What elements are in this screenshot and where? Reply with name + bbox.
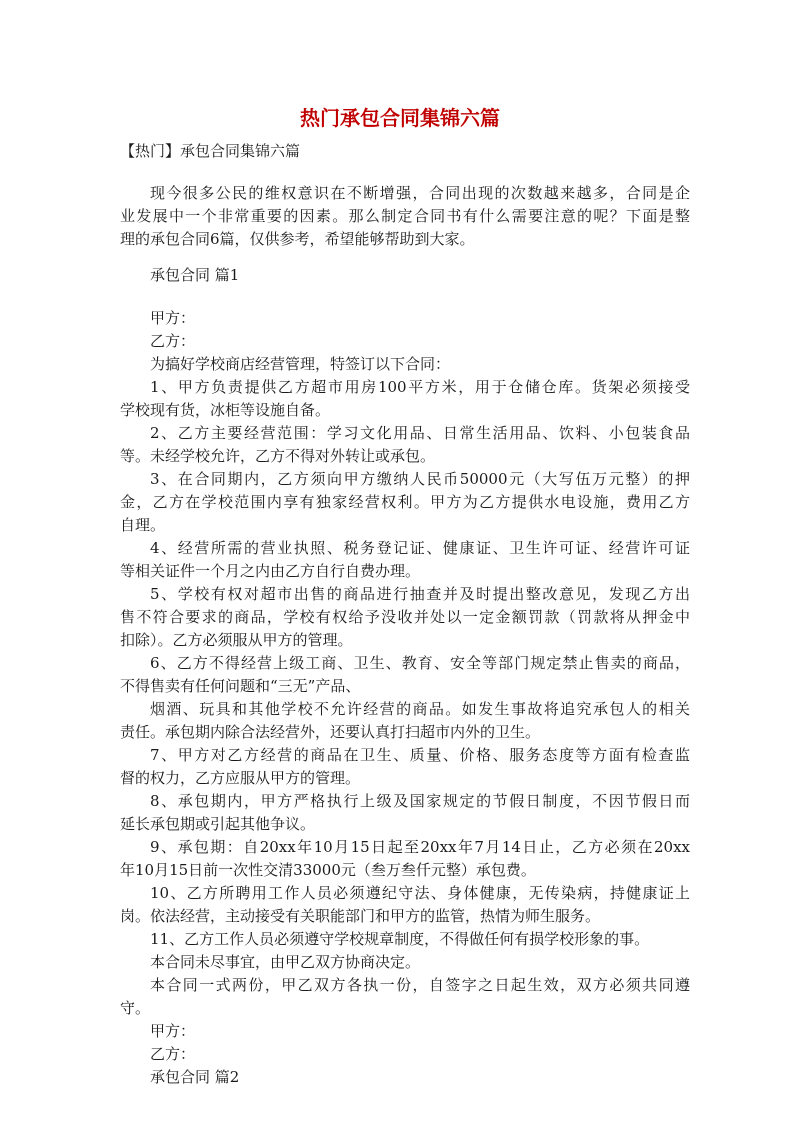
intro-line: 理的承包合同6篇，仅供参考，希望能够帮助到大家。 (120, 230, 475, 248)
clause-line: 扣除）。乙方必须服从甲方的管理。 (120, 631, 353, 649)
clause-line: 10、乙方所聘用工作人员必须遵纪守法、身体健康，无传染病，持健康证上 (150, 884, 690, 902)
clause-line: 督的权力，乙方应服从甲方的管理。 (120, 769, 361, 787)
clause-line: 11、乙方工作人员必须遵守学校规章制度，不得做任何有损学校形象的事。 (150, 930, 650, 948)
section-heading: 承包合同 篇1 (150, 266, 240, 284)
clause-line: 7、甲方对乙方经营的商品在卫生、质量、价格、服务态度等方面有检查监 (150, 746, 690, 764)
clause-line: 延长承包期或引起其他争议。 (120, 815, 316, 833)
signature-party-b: 乙方： (150, 1045, 196, 1063)
document-subtitle: 【热门】承包合同集锦六篇 (120, 142, 301, 160)
clause-line: 1、甲方负责提供乙方超市用房100平方米，用于仓储仓库。货架必须接受 (150, 378, 690, 396)
clause-line: 责任。承包期内除合法经营外，还要认真打扫超市内外的卫生。 (120, 723, 541, 741)
party-b-label: 乙方： (150, 332, 196, 350)
document-title: 热门承包合同集锦六篇 (300, 106, 500, 130)
clause-line: 8、承包期内，甲方严格执行上级及国家规定的节假日制度，不因节假日而 (150, 792, 690, 810)
clause-line: 售不符合要求的商品，学校有权给予没收并处以一定金额罚款（罚款将从押金中 (120, 608, 690, 626)
clause-line: 岗。依法经营，主动接受有关职能部门和甲方的监管，热情为师生服务。 (120, 907, 601, 925)
intro-line: 业发展中一个非常重要的因素。那么制定合同书有什么需要注意的呢？下面是整 (120, 207, 690, 225)
preamble: 为搞好学校商店经营管理，特签订以下合同： (150, 355, 451, 373)
clause-line: 2、乙方主要经营范围：学习文化用品、日常生活用品、饮料、小包装食品 (150, 424, 690, 442)
clause-line: 3、在合同期内，乙方须向甲方缴纳人民币50000元（大写伍万元整）的押 (150, 470, 690, 488)
clause-line: 年10月15日前一次性交清33000元（叁万叁仟元整）承包费。 (120, 861, 536, 879)
intro-line: 现今很多公民的维权意识在不断增强，合同出现的次数越来越多，合同是企 (150, 184, 690, 202)
signature-party-a: 甲方： (150, 1022, 196, 1040)
clause-line: 金，乙方在学校范围内享有独家经营权利。甲方为乙方提供水电设施，费用乙方 (120, 493, 690, 511)
clause-line: 等相关证件一个月之内由乙方自行自费办理。 (120, 562, 421, 580)
clause-line: 学校现有货，冰柜等设施自备。 (120, 401, 331, 419)
section-heading: 承包合同 篇2 (150, 1068, 240, 1086)
clause-line: 6、乙方不得经营上级工商、卫生、教育、安全等部门规定禁止售卖的商品， (150, 654, 690, 672)
clause-line: 本合同未尽事宜，由甲乙双方协商决定。 (150, 953, 421, 971)
clause-line: 5、学校有权对超市出售的商品进行抽查并及时提出整改意见，发现乙方出 (150, 585, 690, 603)
clause-line: 自理。 (120, 516, 166, 534)
clause-line: 烟酒、玩具和其他学校不允许经营的商品。如发生事故将追究承包人的相关 (150, 700, 690, 718)
clause-line: 本合同一式两份，甲乙双方各执一份，自签字之日起生效，双方必须共同遵 (150, 976, 690, 994)
clause-line: 守。 (120, 999, 151, 1017)
clause-line: 不得售卖有任何问题和“三无”产品、 (120, 677, 361, 695)
clause-line: 9、承包期：自20xx年10月15日起至20xx年7月14日止，乙方必须在20xx (150, 838, 690, 856)
clause-line: 4、经营所需的营业执照、税务登记证、健康证、卫生许可证、经营许可证 (150, 539, 690, 557)
party-a-label: 甲方： (150, 309, 196, 327)
clause-line: 等。未经学校允许，乙方不得对外转让或承包。 (120, 447, 436, 465)
